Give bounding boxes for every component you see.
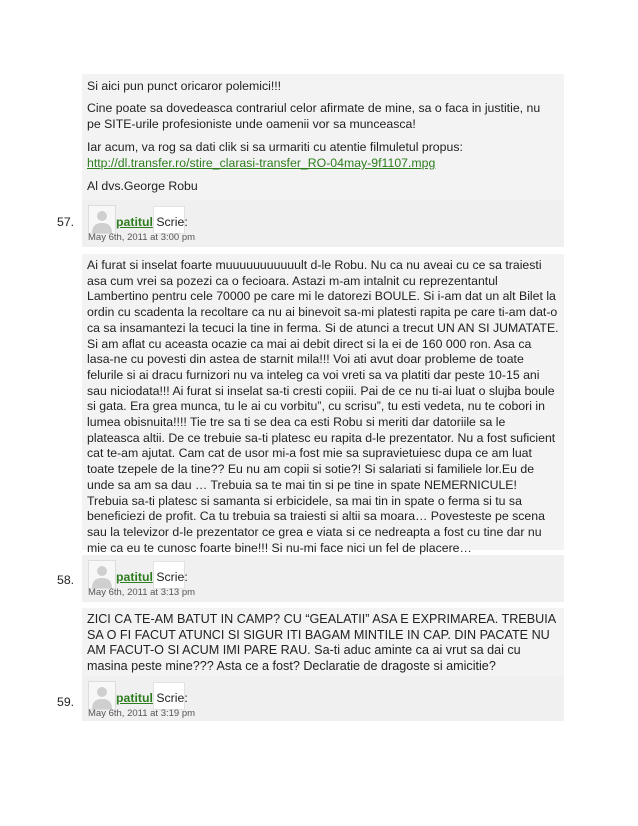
author-link[interactable]: patitul (116, 215, 153, 229)
comment-number: 58. (57, 573, 75, 587)
comment-text: ZICI CA TE-AM BATUT IN CAMP? CU “GEALATII” ASA E EXPRIMAREA. TREBUIA SA O FI FACUT ATUNCI SI SIGUR ITI BAGAM MINTILE IN CAP. DIN PACATE NU AM FACUT-O SI ACUM IMI PARE RAU. Sa-ti aduc aminte ca ai vrut sa dai cu masina peste mine??? Asta ce a fost? Declaratie de dragoste si amicitie? (87, 612, 556, 673)
user-silhouette-icon (89, 206, 115, 233)
says-label: Scrie: (156, 570, 188, 584)
comment-date: May 6th, 2011 at 3:00 pm (88, 232, 196, 243)
comment-header (82, 200, 564, 247)
comment-number: 57. (57, 215, 75, 229)
author-line (116, 215, 188, 229)
comment-line: Cine poate sa dovedeasca contrariul celor afirmate de mine, sa o faca in justitie, nu pe SITE-urile profesioniste unde oamenii vor sa munceasca! (87, 101, 541, 132)
video-link[interactable]: http://dl.transfer.ro/stire_clarasi-transfer_RO-04may-9f1107.mpg (87, 156, 436, 171)
avatar[interactable] (88, 560, 116, 589)
author-line (116, 691, 188, 705)
comment-line-text: Iar acum, va rog sa dati clik si sa urmariti cu atentie filmuletul propus: (87, 140, 463, 154)
avatar[interactable] (88, 205, 116, 234)
user-silhouette-icon (89, 682, 115, 709)
says-label: Scrie: (156, 215, 188, 229)
comment-signature: Al dvs.George Robu (87, 179, 198, 193)
comment-body (82, 608, 564, 678)
comment-body-prev (82, 74, 564, 200)
author-link[interactable]: patitul (116, 691, 153, 705)
comment-date: May 6th, 2011 at 3:13 pm (88, 587, 196, 598)
avatar[interactable] (88, 681, 116, 710)
author-link[interactable]: patitul (116, 570, 153, 584)
comment-line: Si aici pun punct oricaror polemici!!! (87, 79, 282, 93)
comment-date: May 6th, 2011 at 3:19 pm (88, 708, 196, 719)
comment-number: 59. (57, 695, 75, 709)
says-label: Scrie: (156, 691, 188, 705)
author-line (116, 570, 188, 584)
comment-line (87, 139, 557, 171)
comment-body (82, 254, 564, 555)
comment-header (82, 676, 564, 721)
user-silhouette-icon (89, 561, 115, 588)
comment-text: Ai furat si inselat foarte muuuuuuuuuuult d-le Robu. Nu ca nu aveai cu ce sa traiesti asa cum vrei sa pozezi ca o fecioara. Astazi m-am intalnit cu reprezentantul Lambertino pentru cele 70000 pe care mi le datorezi BOULE. Si i-am dat un alt Bilet la ordin cu scadenta la recoltare ca nu ai binevoit sa-mi platesti rapita pe care ti-am dat-o ca sa insamantezi la tecuci la tine in ferma. Si de atunci a trecut UN AN SI JUMATATE. Si am aflat cu aceasta ocazie ca mai ai debit direct si la ei de 160 000 ron. Asa ca lasa-ne cu povesti din astea de starnit mila!!! Voi ati avut doar probleme de toate felurile si ai dracu furnizori nu va inteleg ca voi vreti sa va platiti dar peste 10-15 ani sau niciodata!!! Ai furat si inselat sa-ti cresti copiii. Pai de ce nu ti-ai luat o slujba boule si gata. Era grea munca, tu le ai cu vorbitu”, cu scrisu”, tu esti vedeta, nu te cobori in lumea obisnuita!!!! Tie tre sa ti se dea ca esti Robu si meriti dar datoriile sa le plateasca altii. De ce trebuie sa-ti platesc eu rapita d-le prezentator. Nu a fost suficient cat te-am ajutat. Cam cat de usor mi-a fost mie sa supravietuiesc dupa ce am luat toate tzepele de la tine?? Eu nu am copii si sotie?! Si salariati si familiele lor.Eu de unde sa am sa dau … Trebuia sa te mai tin si pe tine in spate NEMERNICULE! Trebuia sa-ti platesc si samanta si erbicidele, sa mai tin in spate o ferma si tu sa beneficiezi de profit. Ca tu trebuia sa traiesti si altii sa moara… Povesteste pe scena sau la televizor d-le prezentator ce grea e viata si ce nedreapta a fost cu tine dar nu mie ca eu te cunosc foarte bine!!! Si nu-mi face nici un fel de placere… (87, 258, 559, 555)
comment-header (82, 555, 564, 602)
